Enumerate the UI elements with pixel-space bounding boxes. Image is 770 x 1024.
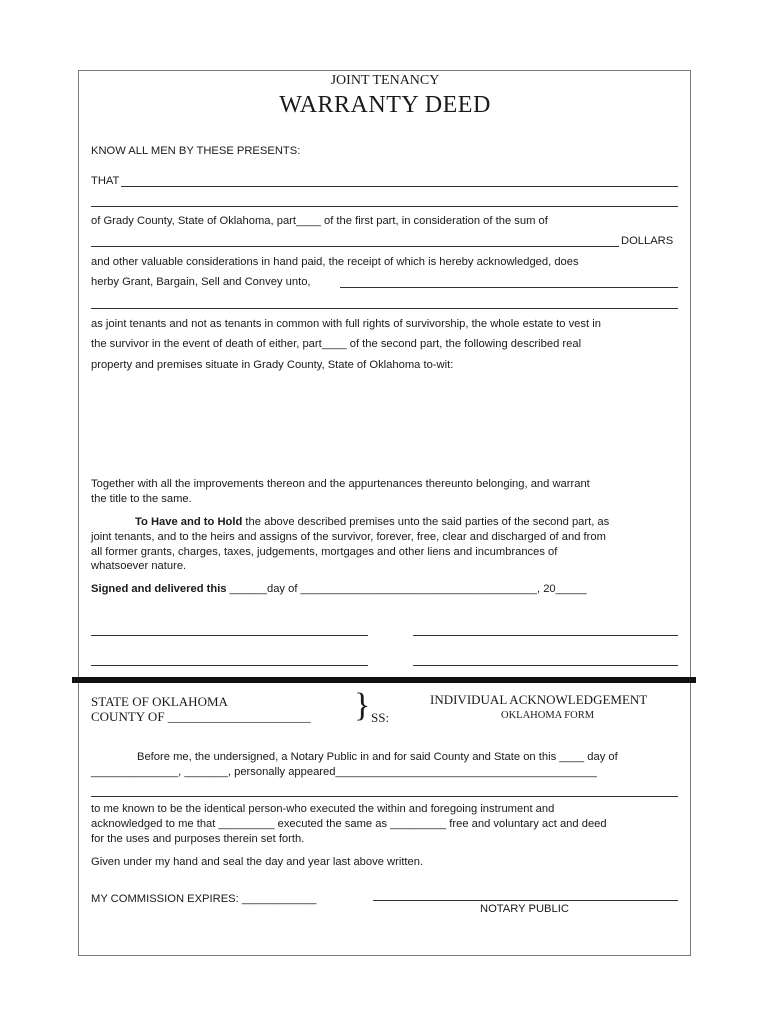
habendum-bold: To Have and to Hold (135, 516, 243, 528)
grantee-name-line (340, 287, 678, 288)
before-me-text: Before me, the undersigned, a Notary Public in and for said County and State on this ____ day of (137, 751, 618, 763)
appeared-text: ______________, _______, personally appeared__________________________________________ (91, 766, 597, 778)
notary-public-label: NOTARY PUBLIC (480, 903, 569, 915)
known-text-line-3: for the uses and purposes therein set forth. (91, 833, 305, 845)
grantor-county-text: of Grady County, State of Oklahoma, part____ of the first part, in consideration of the sum of (91, 215, 548, 227)
habendum-rest: the above described premises unto the said parties of the second part, as (242, 516, 610, 528)
signed-delivered-line (91, 582, 587, 596)
ss-label: SS: (371, 710, 390, 725)
signature-line-right-1 (413, 635, 678, 636)
consideration-text: and other valuable considerations in hand paid, the receipt of which is hereby acknowledged, does (91, 256, 579, 268)
document-title: WARRANTY DEED (279, 92, 491, 118)
consideration-amount-line (91, 246, 619, 247)
intro-text: KNOW ALL MEN BY THESE PRESENTS: (91, 145, 301, 157)
acknowledgement-title: INDIVIDUAL ACKNOWLEDGEMENT (430, 692, 648, 707)
signature-line-right-2 (413, 665, 678, 666)
survivor-text: the survivor in the event of death of either, part____ of the second part, the following described real (91, 338, 582, 350)
signed-bold: Signed and delivered this (91, 583, 227, 595)
acknowledgement-subtitle: OKLAHOMA FORM (501, 710, 595, 721)
habendum-line-1 (135, 515, 609, 529)
grant-text: herby Grant, Bargain, Sell and Convey unto, (91, 276, 311, 288)
commission-expires: MY COMMISSION EXPIRES: ____________ (91, 893, 317, 905)
signature-line-left-2 (91, 665, 368, 666)
dollars-label: DOLLARS (621, 235, 674, 247)
habendum-line-4: whatsoever nature. (91, 560, 187, 572)
venue-bracket: } (354, 687, 371, 724)
together-text-line-1: Together with all the improvements thereon and the appurtenances thereunto belonging, and warrant (91, 478, 590, 490)
appeared-name-line (91, 796, 678, 797)
habendum-line-2: joint tenants, and to the heirs and assigns of the survivor, forever, free, clear and discharged of and from (91, 531, 606, 543)
known-text-line-2: acknowledged to me that _________ executed the same as _________ free and voluntary act and deed (91, 818, 607, 830)
property-text: property and premises situate in Grady County, State of Oklahoma to-wit: (91, 359, 454, 371)
signature-line-left-1 (91, 635, 368, 636)
joint-tenants-text: as joint tenants and not as tenants in common with full rights of survivorship, the whole estate to vest in (91, 318, 601, 330)
habendum-line-3: all former grants, charges, taxes, judgements, mortgages and other liens and incumbrances of (91, 546, 558, 558)
grantor-name-line (121, 186, 678, 187)
given-text: Given under my hand and seal the day and year last above written. (91, 856, 424, 868)
known-text-line-1: to me known to be the identical person-who executed the within and foregoing instrument and (91, 803, 555, 815)
document-subtitle: JOINT TENANCY (330, 73, 440, 88)
grantee-name-line-2 (91, 308, 678, 309)
grantor-name-line-2 (91, 206, 678, 207)
county-label: COUNTY OF ______________________ (91, 709, 311, 724)
section-divider (72, 677, 696, 683)
signed-rest: ______day of ______________________________________, 20_____ (226, 583, 587, 595)
together-text-line-2: the title to the same. (91, 493, 192, 505)
that-label: THAT (91, 175, 120, 187)
notary-signature-line (373, 900, 678, 901)
state-label: STATE OF OKLAHOMA (91, 694, 228, 709)
